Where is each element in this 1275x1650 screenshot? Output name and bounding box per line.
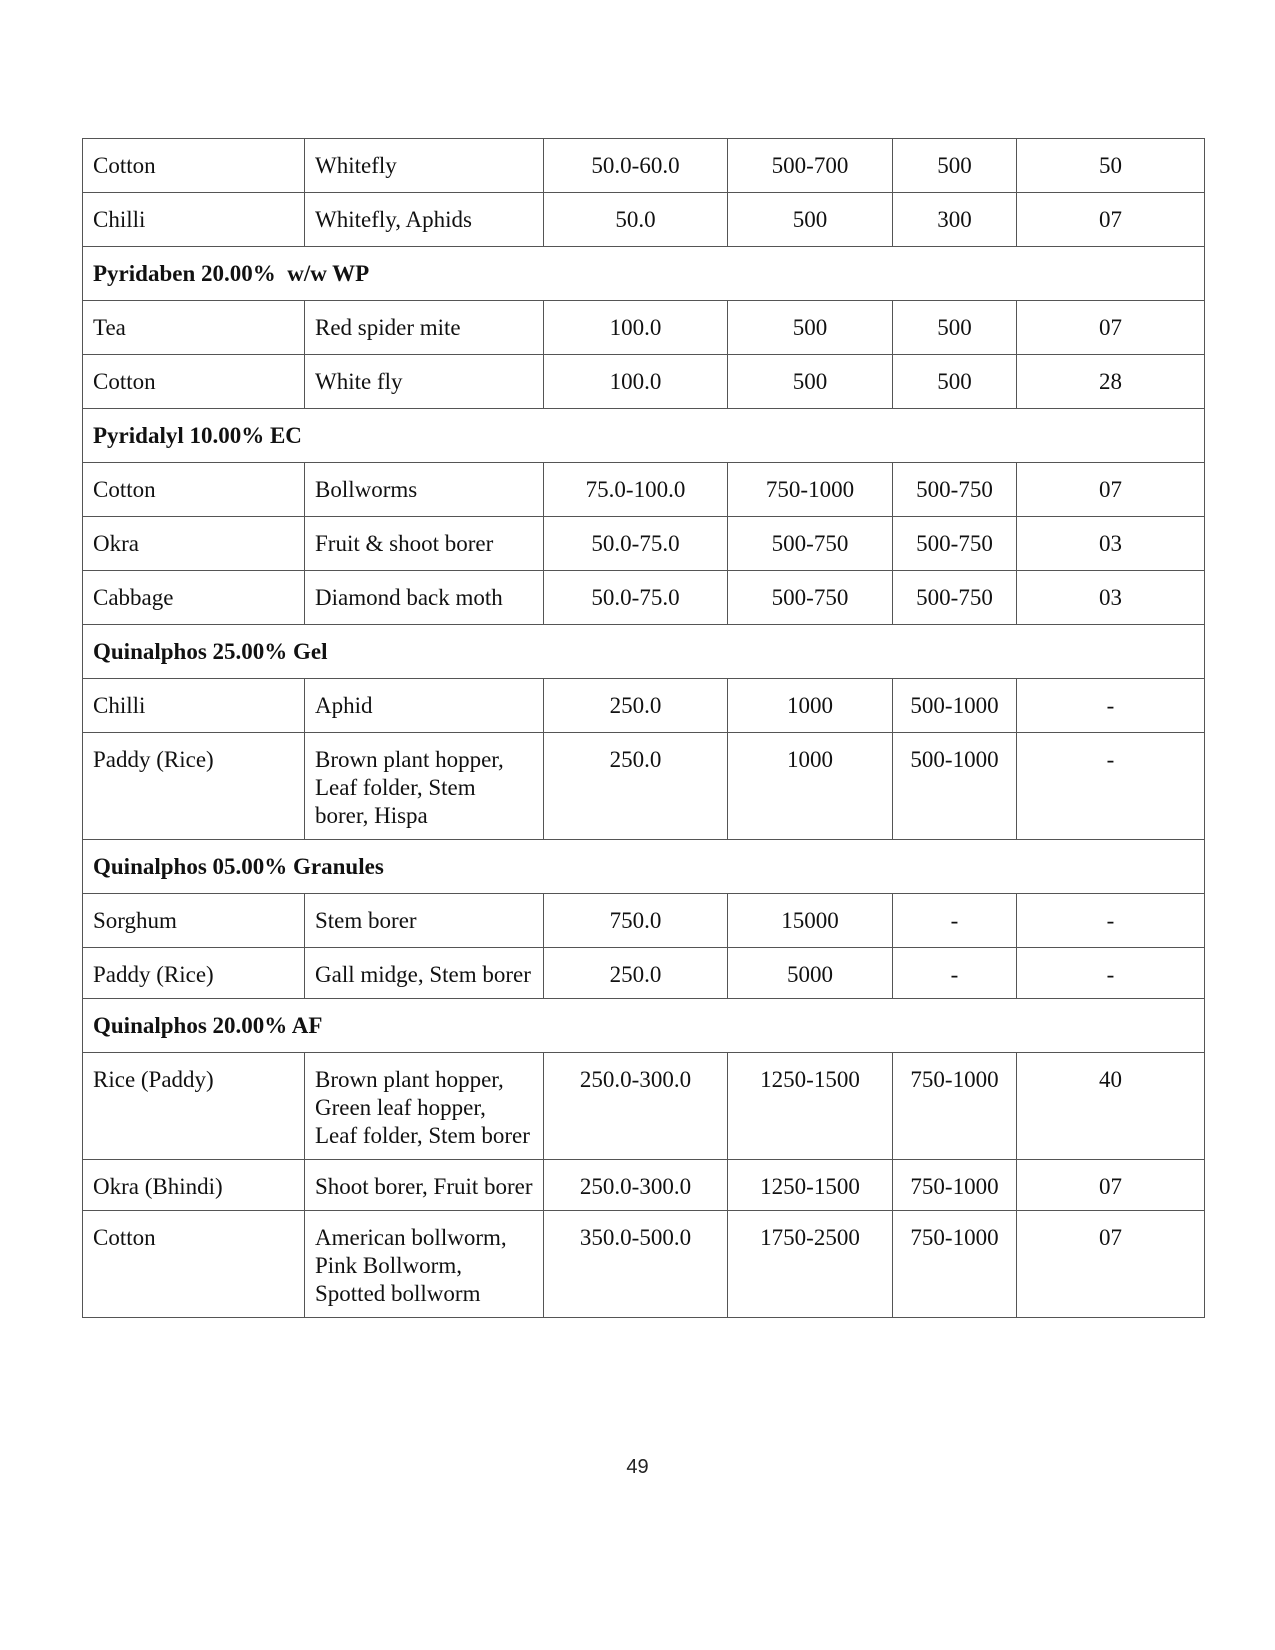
crop-cell: Chilli xyxy=(83,193,305,247)
section-title: Quinalphos 20.00% AF xyxy=(83,999,1205,1053)
dose-formulation-cell: 500-700 xyxy=(728,139,893,193)
pest-cell: Stem borer xyxy=(305,894,544,948)
dose-ai-cell: 250.0 xyxy=(544,679,728,733)
crop-cell: Tea xyxy=(83,301,305,355)
dose-formulation-cell: 1000 xyxy=(728,679,893,733)
waiting-period-cell: - xyxy=(1017,894,1205,948)
pest-cell: Fruit & shoot borer xyxy=(305,517,544,571)
section-header-row xyxy=(83,247,1205,301)
section-header-row xyxy=(83,840,1205,894)
dose-formulation-cell: 500 xyxy=(728,301,893,355)
dose-formulation-cell: 500 xyxy=(728,355,893,409)
pest-cell: Bollworms xyxy=(305,463,544,517)
table-row xyxy=(83,733,1205,840)
crop-cell: Okra (Bhindi) xyxy=(83,1160,305,1211)
dilution-cell: - xyxy=(893,894,1017,948)
table-row xyxy=(83,139,1205,193)
table-row xyxy=(83,948,1205,999)
crop-cell: Paddy (Rice) xyxy=(83,948,305,999)
crop-cell: Cotton xyxy=(83,355,305,409)
dose-ai-cell: 100.0 xyxy=(544,301,728,355)
pest-cell: Brown plant hopper, Leaf folder, Stem borer, Hispa xyxy=(305,733,544,840)
dilution-cell: 500-1000 xyxy=(893,679,1017,733)
waiting-period-cell: 28 xyxy=(1017,355,1205,409)
dose-ai-cell: 50.0-75.0 xyxy=(544,517,728,571)
table-row xyxy=(83,301,1205,355)
crop-cell: Cotton xyxy=(83,1211,305,1318)
section-header-row xyxy=(83,999,1205,1053)
crop-cell: Rice (Paddy) xyxy=(83,1053,305,1160)
dilution-cell: 500-1000 xyxy=(893,733,1017,840)
crop-cell: Chilli xyxy=(83,679,305,733)
pest-cell: Whitefly, Aphids xyxy=(305,193,544,247)
crop-cell: Cotton xyxy=(83,139,305,193)
dose-formulation-cell: 500-750 xyxy=(728,517,893,571)
pest-cell: White fly xyxy=(305,355,544,409)
dilution-cell: 500-750 xyxy=(893,517,1017,571)
dose-formulation-cell: 500-750 xyxy=(728,571,893,625)
section-title: Pyridalyl 10.00% EC xyxy=(83,409,1205,463)
dose-ai-cell: 50.0-75.0 xyxy=(544,571,728,625)
waiting-period-cell: 07 xyxy=(1017,193,1205,247)
waiting-period-cell: 03 xyxy=(1017,517,1205,571)
table-body xyxy=(83,139,1205,1318)
table-row xyxy=(83,1053,1205,1160)
dilution-cell: 500-750 xyxy=(893,463,1017,517)
dilution-cell: 500 xyxy=(893,355,1017,409)
waiting-period-cell: 07 xyxy=(1017,1211,1205,1318)
crop-cell: Cabbage xyxy=(83,571,305,625)
pest-cell: Red spider mite xyxy=(305,301,544,355)
section-title: Quinalphos 05.00% Granules xyxy=(83,840,1205,894)
page-number: 49 xyxy=(626,1456,649,1478)
waiting-period-cell: - xyxy=(1017,679,1205,733)
pest-cell: Whitefly xyxy=(305,139,544,193)
dilution-cell: 500-750 xyxy=(893,571,1017,625)
pest-cell: Diamond back moth xyxy=(305,571,544,625)
dose-ai-cell: 250.0-300.0 xyxy=(544,1053,728,1160)
table-row xyxy=(83,193,1205,247)
pest-cell: American bollworm, Pink Bollworm, Spotted bollworm xyxy=(305,1211,544,1318)
waiting-period-cell: 07 xyxy=(1017,463,1205,517)
dose-formulation-cell: 750-1000 xyxy=(728,463,893,517)
waiting-period-cell: 03 xyxy=(1017,571,1205,625)
dose-formulation-cell: 1250-1500 xyxy=(728,1160,893,1211)
waiting-period-cell: 07 xyxy=(1017,301,1205,355)
pest-cell: Shoot borer, Fruit borer xyxy=(305,1160,544,1211)
waiting-period-cell: 40 xyxy=(1017,1053,1205,1160)
dose-ai-cell: 250.0-300.0 xyxy=(544,1160,728,1211)
crop-cell: Cotton xyxy=(83,463,305,517)
table-row xyxy=(83,1160,1205,1211)
dose-formulation-cell: 15000 xyxy=(728,894,893,948)
dose-ai-cell: 50.0 xyxy=(544,193,728,247)
crop-cell: Okra xyxy=(83,517,305,571)
dilution-cell: - xyxy=(893,948,1017,999)
dilution-cell: 750-1000 xyxy=(893,1053,1017,1160)
dose-ai-cell: 750.0 xyxy=(544,894,728,948)
dose-ai-cell: 250.0 xyxy=(544,948,728,999)
table-row xyxy=(83,463,1205,517)
dose-formulation-cell: 500 xyxy=(728,193,893,247)
dilution-cell: 750-1000 xyxy=(893,1211,1017,1318)
pest-cell: Brown plant hopper, Green leaf hopper, Leaf folder, Stem borer xyxy=(305,1053,544,1160)
table-row xyxy=(83,679,1205,733)
dilution-cell: 500 xyxy=(893,139,1017,193)
table-row xyxy=(83,894,1205,948)
dose-ai-cell: 250.0 xyxy=(544,733,728,840)
table-row xyxy=(83,1211,1205,1318)
pest-cell: Gall midge, Stem borer xyxy=(305,948,544,999)
dose-formulation-cell: 5000 xyxy=(728,948,893,999)
waiting-period-cell: - xyxy=(1017,948,1205,999)
dose-ai-cell: 50.0-60.0 xyxy=(544,139,728,193)
dose-formulation-cell: 1750-2500 xyxy=(728,1211,893,1318)
waiting-period-cell: 50 xyxy=(1017,139,1205,193)
dilution-cell: 500 xyxy=(893,301,1017,355)
dose-ai-cell: 350.0-500.0 xyxy=(544,1211,728,1318)
section-header-row xyxy=(83,409,1205,463)
pest-cell: Aphid xyxy=(305,679,544,733)
table-row xyxy=(83,355,1205,409)
waiting-period-cell: 07 xyxy=(1017,1160,1205,1211)
pesticide-table xyxy=(82,138,1205,1318)
section-title: Pyridaben 20.00% w/w WP xyxy=(83,247,1205,301)
section-title: Quinalphos 25.00% Gel xyxy=(83,625,1205,679)
crop-cell: Sorghum xyxy=(83,894,305,948)
dose-ai-cell: 75.0-100.0 xyxy=(544,463,728,517)
crop-cell: Paddy (Rice) xyxy=(83,733,305,840)
waiting-period-cell: - xyxy=(1017,733,1205,840)
section-header-row xyxy=(83,625,1205,679)
dose-formulation-cell: 1000 xyxy=(728,733,893,840)
dose-ai-cell: 100.0 xyxy=(544,355,728,409)
dilution-cell: 300 xyxy=(893,193,1017,247)
table-row xyxy=(83,571,1205,625)
table-row xyxy=(83,517,1205,571)
dilution-cell: 750-1000 xyxy=(893,1160,1017,1211)
dose-formulation-cell: 1250-1500 xyxy=(728,1053,893,1160)
